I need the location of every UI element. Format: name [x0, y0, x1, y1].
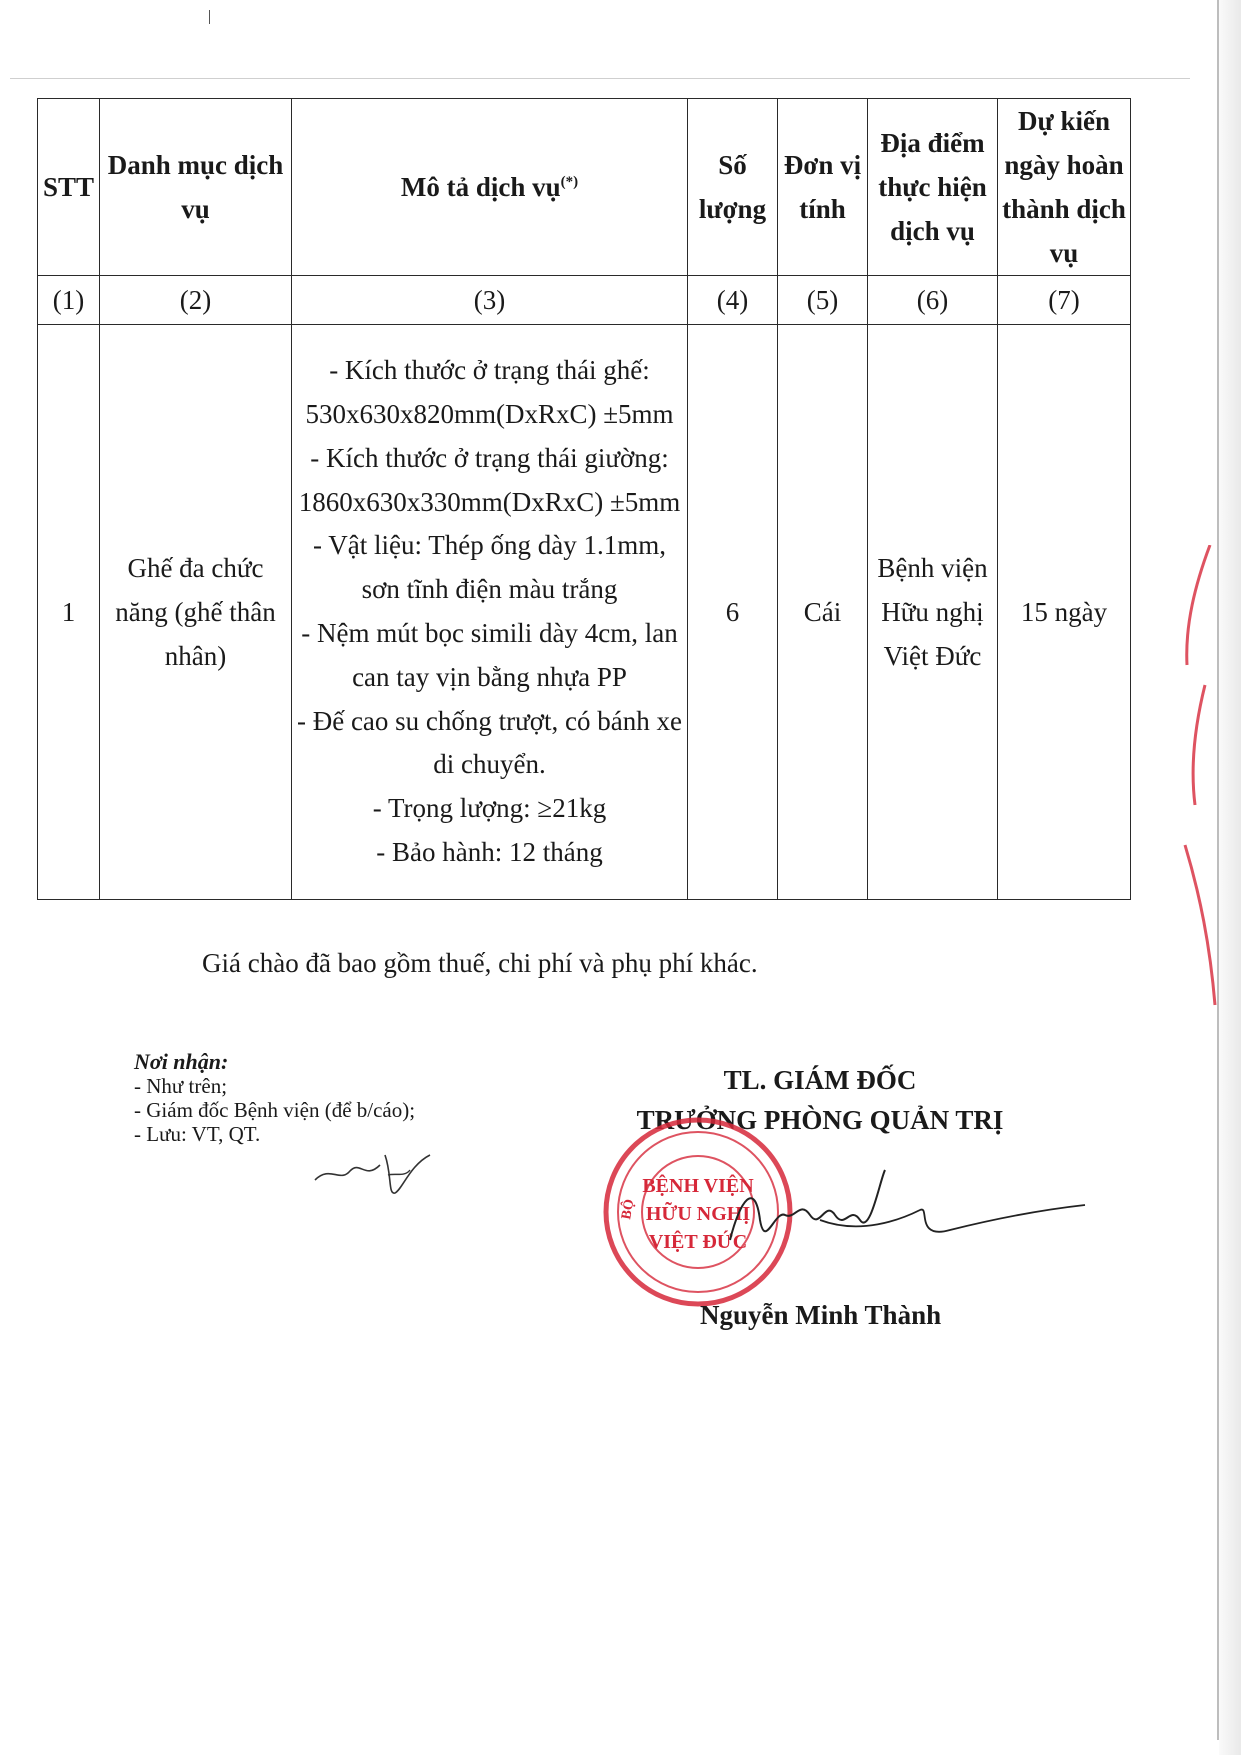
row-description	[292, 325, 688, 900]
seal-side-text: BỘ	[619, 1198, 638, 1221]
description-line: - Nệm mút bọc simili dày 4cm, lan can tay vịn bằng nhựa PP	[301, 618, 678, 692]
header-row	[38, 99, 1131, 276]
column-number: (6)	[868, 276, 998, 325]
column-number: (7)	[998, 276, 1131, 325]
description-line: - Vật liệu: Thép ống dày 1.1mm, sơn tĩnh điện màu trắng	[313, 530, 666, 605]
description-line: - Kích thước ở trạng thái ghế: 530x630x820mm(DxRxC) ±5mm	[305, 355, 674, 430]
table-row	[38, 325, 1131, 900]
column-number-row	[38, 276, 1131, 325]
column-number: (5)	[778, 276, 868, 325]
recipient-item: - Lưu: VT, QT.	[134, 1122, 261, 1146]
description-line: - Bảo hành: 12 tháng	[376, 836, 603, 867]
recipients-title: Nơi nhận:	[134, 1049, 229, 1074]
column-number: (1)	[38, 276, 100, 325]
signature-title: TL. GIÁM ĐỐC	[723, 1065, 917, 1095]
recipient-item: - Giám đốc Bệnh viện (để b/cáo);	[134, 1098, 416, 1122]
row-completion: 15 ngày	[998, 325, 1131, 900]
recipient-item: - Như trên;	[134, 1074, 228, 1098]
handwritten-initials	[310, 1135, 440, 1205]
description-line: - Đế cao su chống trượt, có bánh xe di chuyển.	[296, 705, 683, 780]
row-unit: Cái	[778, 325, 868, 900]
seal-line: HỮU NGHỊ	[645, 1203, 751, 1225]
recipients-block	[134, 1050, 415, 1146]
header-quantity: Số lượng	[688, 99, 778, 276]
header-completion: Dự kiến ngày hoàn thành dịch vụ	[998, 99, 1131, 276]
header-location: Địa điểm thực hiện dịch vụ	[868, 99, 998, 276]
column-number: (3)	[292, 276, 688, 325]
seal-line: VIỆT ĐỨC	[648, 1231, 748, 1253]
row-quantity: 6	[688, 325, 778, 900]
header-description-label: Mô tả dịch vụ	[400, 172, 561, 202]
signature-position: TRƯỞNG PHÒNG QUẢN TRỊ	[636, 1105, 1004, 1135]
header-stt: STT	[38, 99, 100, 276]
header-unit: Đơn vị tính	[778, 99, 868, 276]
handwritten-signature	[700, 1160, 1100, 1280]
column-number: (4)	[688, 276, 778, 325]
partial-seal-edge	[1165, 545, 1225, 1015]
signer-name: Nguyễn Minh Thành	[700, 1300, 942, 1330]
row-category: Ghế đa chức năng (ghế thân nhân)	[100, 325, 292, 900]
header-description	[292, 99, 688, 276]
row-location: Bệnh viện Hữu nghị Việt Đức	[868, 325, 998, 900]
row-stt: 1	[38, 325, 100, 900]
column-number: (2)	[100, 276, 292, 325]
service-table	[37, 98, 1131, 900]
top-rule	[10, 78, 1190, 79]
scan-mark	[209, 10, 210, 24]
header-description-superscript: (*)	[560, 174, 579, 190]
description-line: - Kích thước ở trạng thái giường: 1860x630x330mm(DxRxC) ±5mm	[298, 442, 681, 517]
header-category	[100, 99, 292, 276]
price-note: Giá chào đã bao gồm thuế, chi phí và phụ phí khác.	[202, 948, 758, 978]
header-category-label: Danh mục dịch vụ	[107, 150, 284, 224]
description-line: - Trọng lượng: ≥21kg	[372, 793, 607, 824]
seal-line: BỆNH VIỆN	[642, 1175, 754, 1197]
